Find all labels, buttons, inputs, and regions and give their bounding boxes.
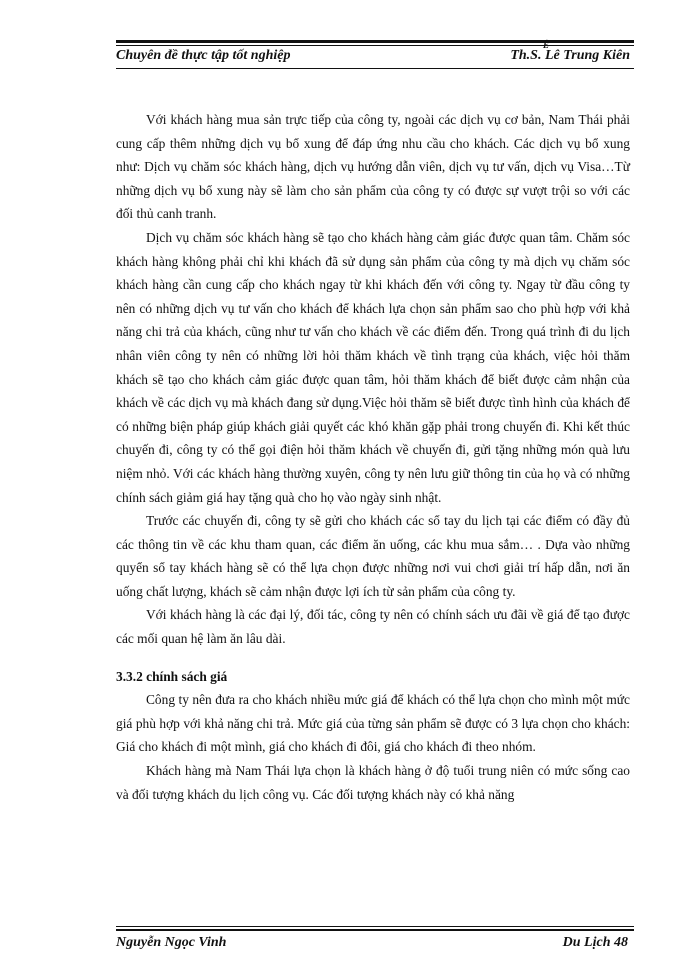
section-paragraph-1: Công ty nên đưa ra cho khách nhiều mức giá để khách có thể lựa chọn cho mình một mức giá phù hợp với khả năng chi trả. Mức giá của từng sản phẩm sẽ được có 3 lựa chọn cho khách: Giá cho khách đi một mình, giá cho khách đi đôi, giá cho khách đi theo nhóm. — [116, 692, 630, 755]
body-content — [116, 108, 630, 806]
paragraph-2: Dịch vụ chăm sóc khách hàng sẽ tạo cho khách hàng cảm giác được quan tâm. Chăm sóc khách hàng không phải chỉ khi khách đã sử dụng sản phẩm của công ty mà dịch vụ chăm sóc khách hàng cần cung cấp cho khách ngay từ khi khách đến với công ty. Ngay từ đầu công ty nên có những dịch vụ tư vấn cho khách để khách lựa chọn sản phẩm sao cho phù hợp với khả năng chi trả của khách, cũng như tư vấn cho khách về các điểm đến. Trong quá trình đi du lịch nhân viên công ty nên có những lời hỏi thăm khách về tình trạng của khách, việc hỏi thăm khách sẽ tạo cho khách cảm giác được quan tâm, hỏi thăm khách để biết được cảm nhận của khách về các dịch vụ mà khách đang sử dụng.Việc hỏi thăm sẽ biết được tình hình của khách để có những biện pháp giúp khách giải quyết các khó khăn gặp phải trong chuyến đi. Khi kết thúc chuyến đi, công ty có thể gọi điện hỏi thăm khách về chuyến đi, gửi tặng những món quà lưu niệm nhỏ. Với các khách hàng thường xuyên, công ty nên lưu giữ thông tin của họ và có những chính sách giảm giá hay tặng quà cho họ vào ngày sinh nhật. — [116, 229, 630, 505]
page-header — [116, 40, 634, 72]
header-superscript: Ê — [543, 40, 550, 50]
header-rule-thick — [116, 40, 634, 43]
header-bottom-rule — [116, 68, 634, 69]
paragraph-4: Với khách hàng là các đại lý, đối tác, công ty nên có chính sách ưu đãi về giá để tạo được các mối quan hệ làm ăn lâu dài. — [116, 607, 630, 647]
header-rule-thin — [116, 45, 634, 46]
footer-page-label: Du Lịch 48 — [562, 935, 628, 950]
footer-rule-thick — [116, 929, 634, 931]
footer-rule-thin — [116, 926, 634, 927]
header-title: Chuyên đề thực tập tốt nghiệp — [116, 48, 291, 63]
paragraph-3: Trước các chuyến đi, công ty sẽ gửi cho khách các sổ tay du lịch tại các điểm có đầy đủ các thông tin về các khu tham quan, các điểm ăn uống, các khu mua sắm… . Dựa vào những quyển sổ tay khách hàng sẽ có thể lựa chọn được những nơi vui chơi giải trí hấp dẫn, nơi ăn uống chất lượng, khách sẽ cảm nhận được lợi ích từ sản phẩm của công ty. — [116, 513, 630, 599]
section-paragraph-2: Khách hàng mà Nam Thái lựa chọn là khách hàng ở độ tuổi trung niên có mức sống cao và đối tượng khách du lịch công vụ. Các đối tượng khách này có khả năng — [116, 763, 630, 802]
page-footer — [116, 926, 634, 954]
section-heading: 3.3.2 chính sách giá — [116, 668, 228, 684]
section-gap — [116, 651, 630, 665]
header-author: Th.S. Lê Trung Kiên — [510, 48, 630, 63]
paragraph-1: Với khách hàng mua sản trực tiếp của công ty, ngoài các dịch vụ cơ bản, Nam Thái phải cung cấp thêm những dịch vụ bổ xung để đáp ứng nhu cầu cho khách. Các dịch vụ bổ xung như: Dịch vụ chăm sóc khách hàng, dịch vụ hướng dẫn viên, dịch vụ tư vấn, dịch vụ Visa…Từ những dịch vụ bổ xung này sẽ làm cho sản phẩm của công ty có được sự vượt trội so với các đối thủ canh tranh. — [116, 112, 630, 222]
footer-author-name: Nguyễn Ngọc Vinh — [116, 935, 227, 950]
